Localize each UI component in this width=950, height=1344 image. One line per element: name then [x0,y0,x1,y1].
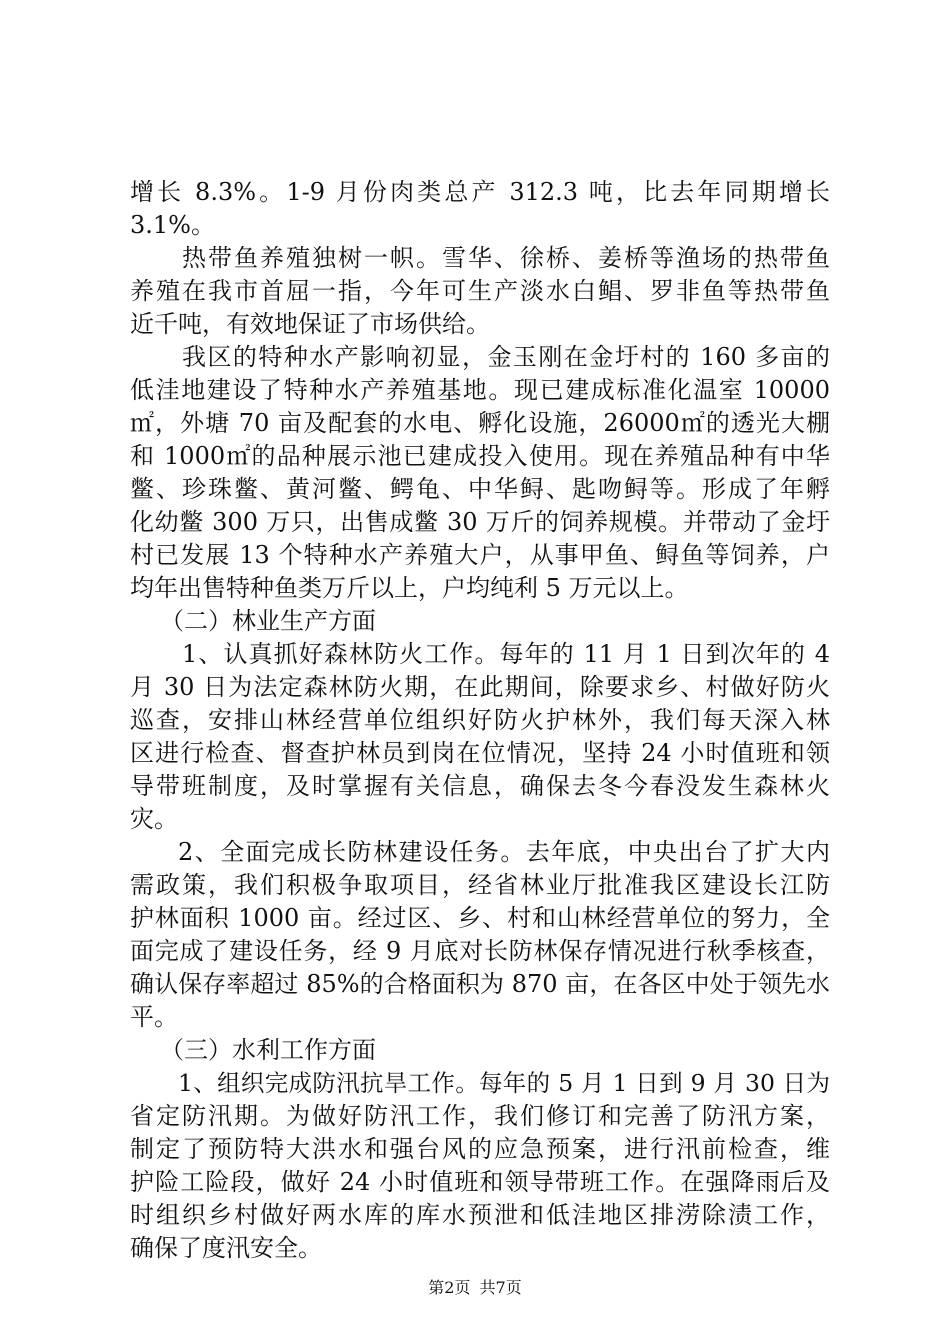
text-line: 1、认真抓好森林防火工作。每年的 11 月 1 日到次年的 4 [182,640,830,668]
text-line: 制定了预防特大洪水和强台风的应急预案，进行汛前检查，维 [130,1135,830,1163]
text-line: 均年出售特种鱼类万斤以上，户均纯利 5 万元以上。 [130,574,689,602]
text-line: 月 30 日为法定森林防火期，在此期间，除要求乡、村做好防火 [130,673,830,701]
text-line: 平。 [130,1003,178,1031]
text-line: 巡查，安排山林经营单位组织好防火护林外，我们每天深入林 [130,706,830,734]
text-line: 我区的特种水产影响初显，金玉刚在金圩村的 160 多亩的 [182,343,830,371]
text-line: 时组织乡村做好两水库的库水预泄和低洼地区排涝除渍工作， [130,1201,830,1229]
page-total: 共7页 [479,1278,522,1297]
text-line: 3.1%。 [130,211,215,239]
text-line: 灾。 [130,805,178,833]
text-line: 化幼鳖 300 万只，出售成鳖 30 万斤的饲养规模。并带动了金圩 [130,508,830,536]
section-heading: （三）水利工作方面 [160,1036,376,1064]
section-heading: （二）林业生产方面 [160,607,376,635]
page-footer [0,1278,950,1298]
text-line: 近千吨，有效地保证了市场供给。 [130,310,490,338]
text-line: 增长 8.3%。1-9 月份肉类总产 312.3 吨，比去年同期增长 [130,178,830,206]
text-line: 和 1000㎡的品种展示池已建成投入使用。现在养殖品种有中华 [130,442,830,470]
text-line: 确保了度汛安全。 [130,1234,322,1262]
text-line: 鳖、珍珠鳖、黄河鳖、鳄龟、中华鲟、匙吻鲟等。形成了年孵 [130,475,830,503]
text-line: 需政策，我们积极争取项目，经省林业厅批准我区建设长江防 [130,871,830,899]
text-line: 省定防汛期。为做好防汛工作，我们修订和完善了防汛方案， [130,1102,830,1130]
page-number: 第2页 [428,1278,471,1297]
text-line: 护林面积 1000 亩。经过区、乡、村和山林经营单位的努力，全 [130,904,830,932]
text-line: 1、组织完成防汛抗旱工作。每年的 5 月 1 日到 9 月 30 日为 [178,1069,830,1097]
text-line: 养殖在我市首屈一指，今年可生产淡水白鲳、罗非鱼等热带鱼 [130,277,830,305]
text-line: 热带鱼养殖独树一帜。雪华、徐桥、姜桥等渔场的热带鱼 [182,244,830,272]
text-line: 低洼地建设了特种水产养殖基地。现已建成标准化温室 10000 [130,376,830,404]
text-line: 2、全面完成长防林建设任务。去年底，中央出台了扩大内 [178,838,830,866]
text-line: 区进行检查、督查护林员到岗在位情况，坚持 24 小时值班和领 [130,739,830,767]
text-line: 护险工险段，做好 24 小时值班和领导带班工作。在强降雨后及 [130,1168,830,1196]
text-line: 村已发展 13 个特种水产养殖大户，从事甲鱼、鲟鱼等饲养，户 [130,541,830,569]
text-line: 面完成了建设任务，经 9 月底对长防林保存情况进行秋季核查， [130,937,830,965]
text-line: 确认保存率超过 85%的合格面积为 870 亩，在各区中处于领先水 [130,970,830,998]
text-line: 导带班制度，及时掌握有关信息，确保去冬今春没发生森林火 [130,772,830,800]
text-line: ㎡，外塘 70 亩及配套的水电、孵化设施，26000㎡的透光大棚 [130,409,830,437]
